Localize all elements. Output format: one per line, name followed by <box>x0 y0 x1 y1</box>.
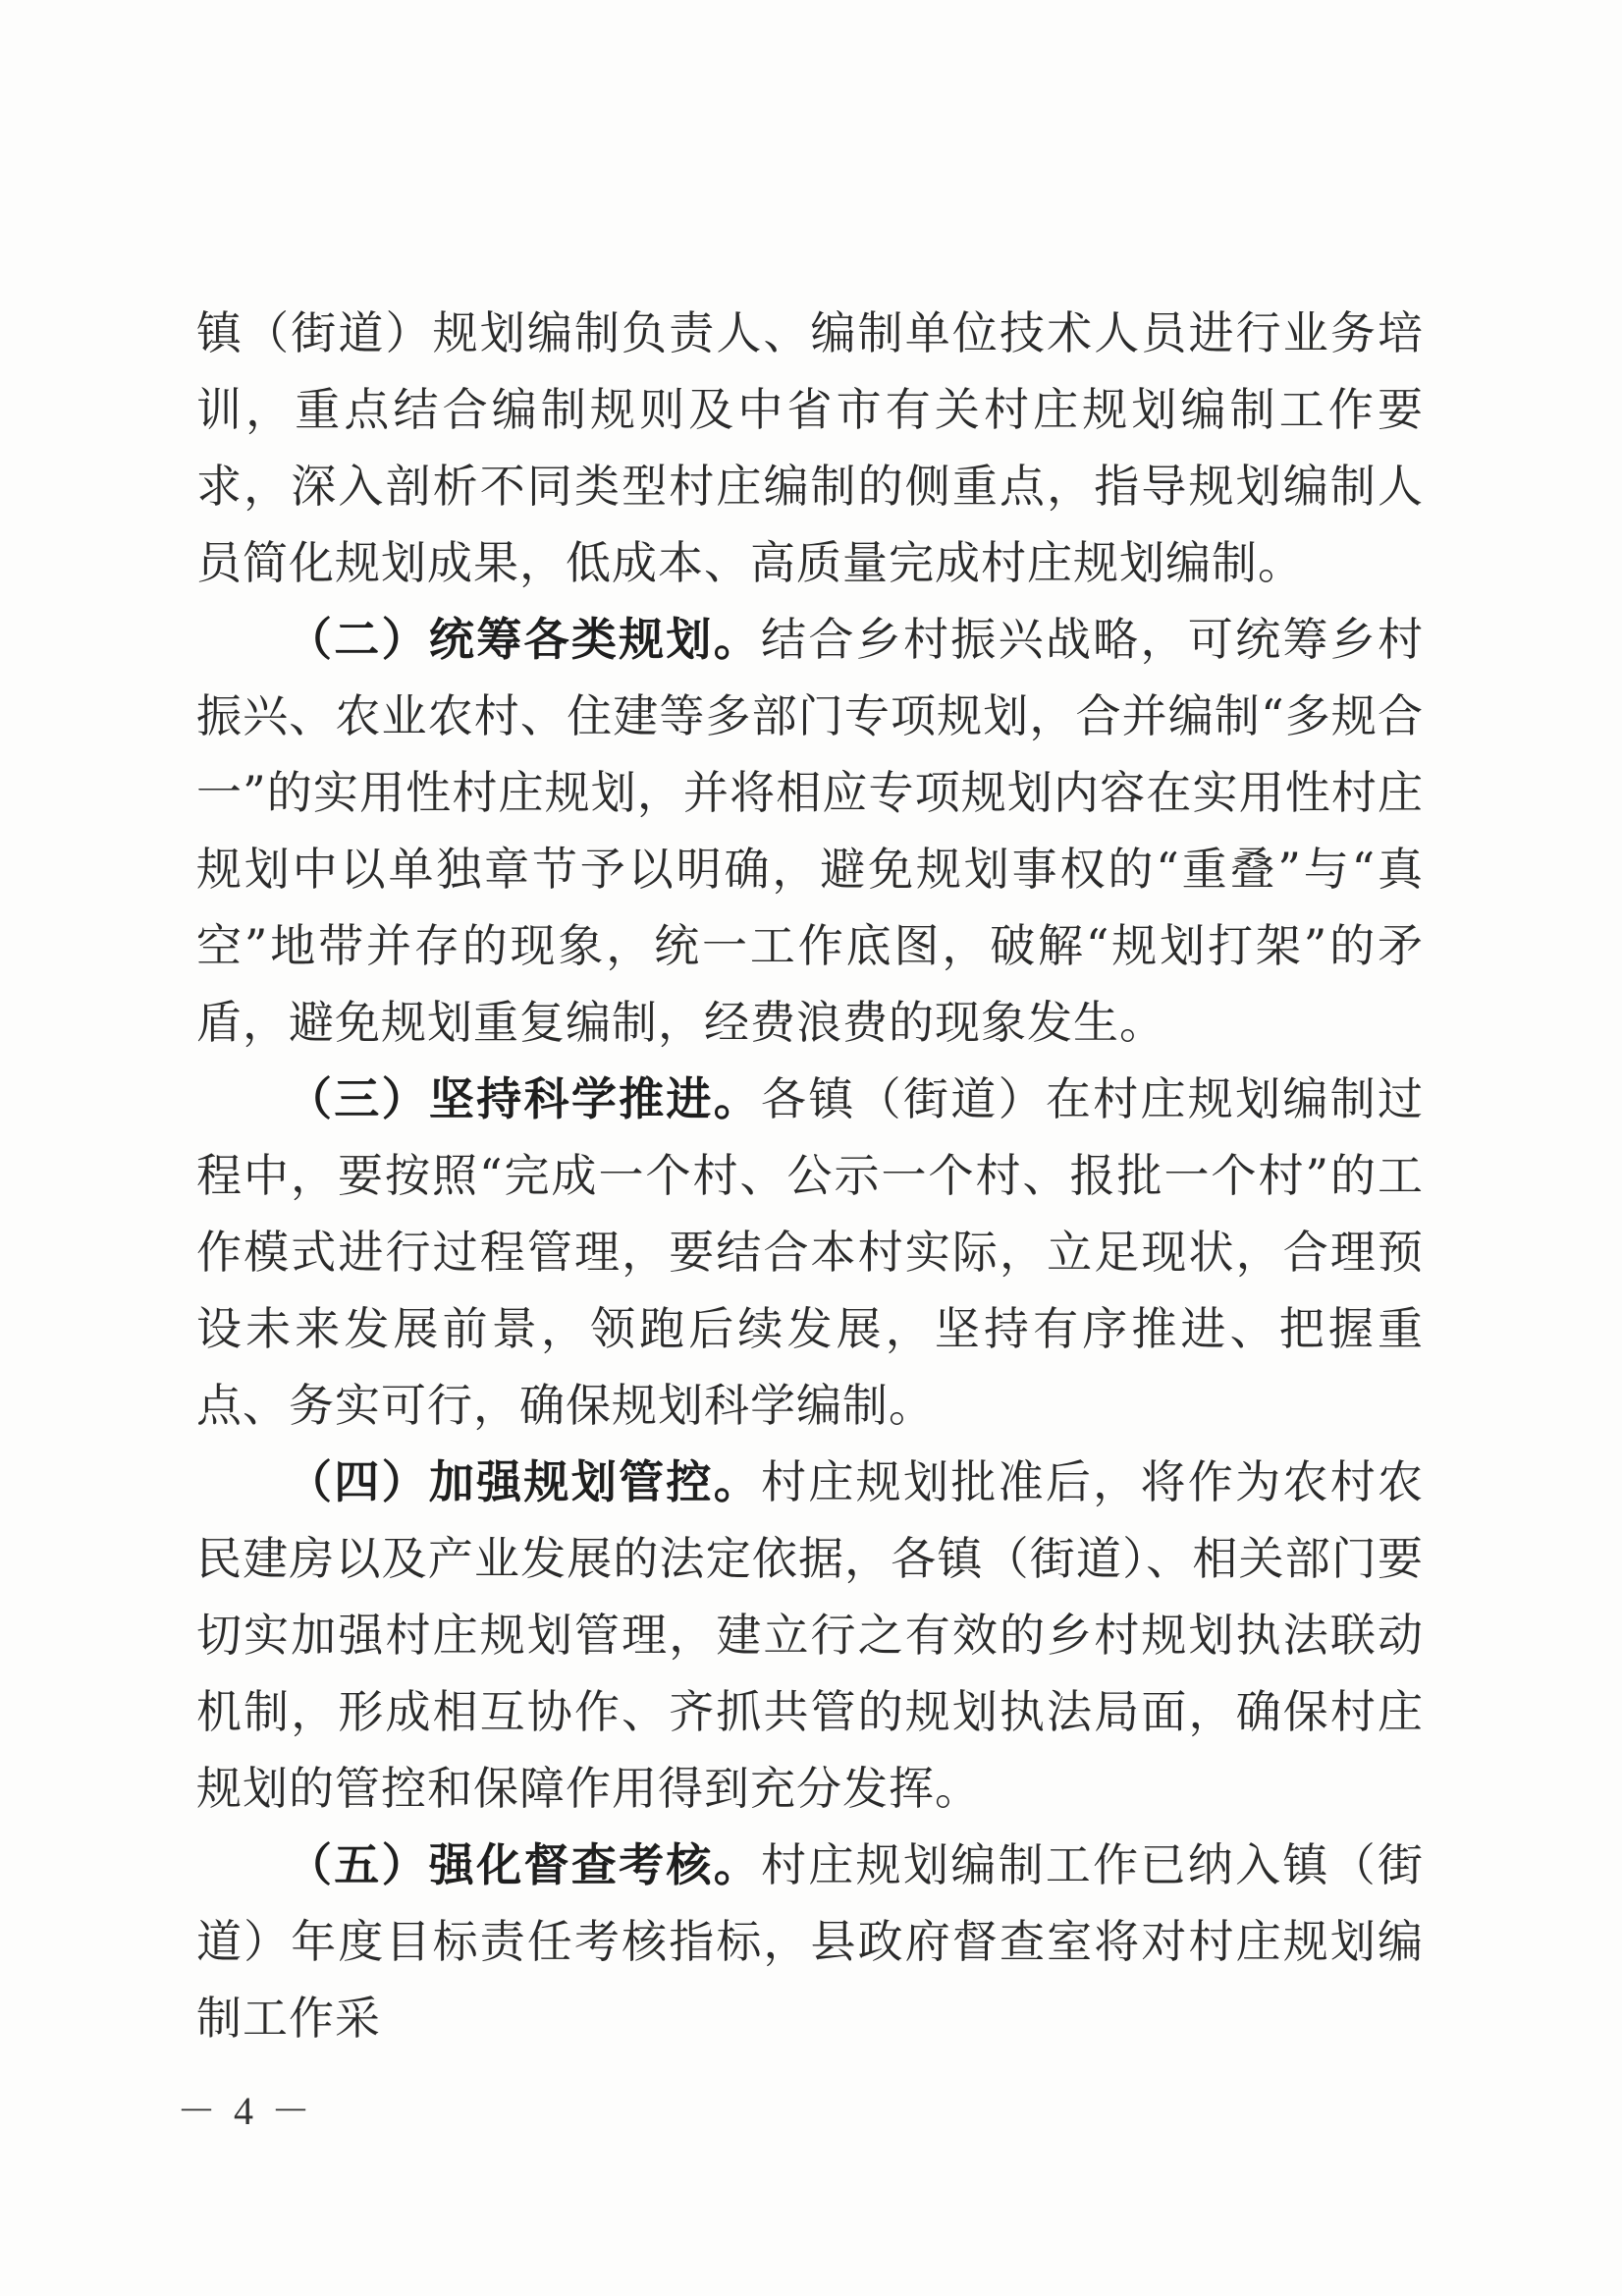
section-heading-2: （二）统筹各类规划。 <box>287 613 762 666</box>
paragraph-3 <box>196 1061 1424 1444</box>
page-number: － 4 － <box>177 2089 314 2133</box>
paragraph-1-body: 镇（街道）规划编制负责人、编制单位技术人员进行业务培训，重点结合编制规则及中省市有关村庄规划编制工作要求，深入剖析不同类型村庄编制的侧重点，指导规划编制人员简化规划成果，低成本、高质量完成村庄规划编制。 <box>196 306 1424 589</box>
section-heading-3: （三）坚持科学推进。 <box>287 1072 762 1125</box>
section-heading-5: （五）强化督查考核。 <box>287 1838 762 1891</box>
section-heading-4: （四）加强规划管控。 <box>287 1455 762 1508</box>
paragraph-5-body: 村庄规划编制工作已纳入镇（街道）年度目标责任考核指标，县政府督查室将对村庄规划编制工作采 <box>196 1838 1425 2045</box>
paragraph-5 <box>196 1827 1424 2056</box>
paragraph-4 <box>196 1444 1424 1827</box>
paragraph-2-body: 结合乡村振兴战略，可统筹乡村振兴、农业农村、住建等多部门专项规划，合并编制“多规合一”的实用性村庄规划，并将相应专项规划内容在实用性村庄规划中以单独章节予以明确，避免规划事权的“重叠”与“真空”地带并存的现象，统一工作底图，破解“规划打架”的矛盾，避免规划重复编制，经费浪费的现象发生。 <box>196 613 1425 1049</box>
paragraph-3-body: 各镇（街道）在村庄规划编制过程中，要按照“完成一个村、公示一个村、报批一个村”的工作模式进行过程管理，要结合本村实际，立足现状，合理预设未来发展前景，领跑后续发展，坚持有序推进、把握重点、务实可行，确保规划科学编制。 <box>196 1072 1425 1432</box>
paragraph-1 <box>196 295 1424 601</box>
document-body <box>196 295 1424 2056</box>
paragraph-4-body: 村庄规划批准后，将作为农村农民建房以及产业发展的法定依据，各镇（街道）、相关部门要切实加强村庄规划管理，建立行之有效的乡村规划执法联动机制，形成相互协作、齐抓共管的规划执法局面，确保村庄规划的管控和保障作用得到充分发挥。 <box>196 1455 1425 1815</box>
paragraph-2 <box>196 601 1424 1061</box>
